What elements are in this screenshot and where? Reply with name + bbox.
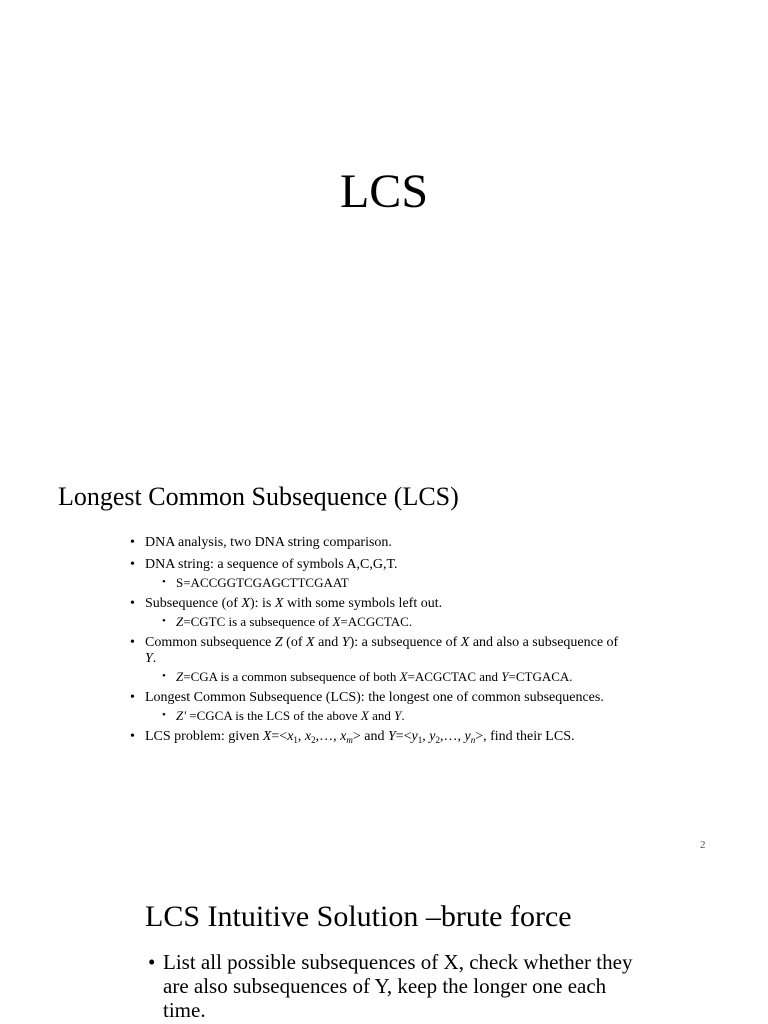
slide-1-title: LCS xyxy=(339,165,429,218)
sub-bullet-subsequence-example: • Z=CGTC is a subsequence of X=ACGCTAC. xyxy=(145,614,630,629)
bullet-dna-analysis: • DNA analysis, two DNA string comparison. xyxy=(130,535,630,551)
sub-bullet-example-string: • S=ACCGGTCGAGCTTCGAAT xyxy=(145,575,630,590)
sub-bullet-list xyxy=(145,669,630,684)
slide-2-bullet-list xyxy=(130,533,630,745)
sub-bullet-list xyxy=(145,614,630,629)
page-number: 2 xyxy=(700,839,706,851)
slide-3-title: LCS Intuitive Solution –brute force xyxy=(145,900,572,933)
bullet-brute-force: • List all possible subsequences of X, check whether they are also subsequences of Y, keep the longer one each time. xyxy=(148,950,638,1022)
sub-bullet-common-example: • Z=CGA is a common subsequence of both X=ACGCTAC and Y=CTGACA. xyxy=(145,669,630,684)
bullet-lcs-problem: • LCS problem: given $X=<x_1$, $x_2,\dots$, $x_m>$ and $Y=<y_1$, $y_2,\dots$, $y_n>$, find their LCS. xyxy=(130,729,630,745)
bullet-common-subsequence: • Common subsequence Z (of X and Y): a subsequence of X and also a subsequence of Y. • Z=CGA is a common subsequence of both X=ACGCTAC and Y=CTGACA. xyxy=(130,635,630,684)
sub-bullet-list xyxy=(145,708,630,723)
sub-bullet-lcs-example: • Z' =CGCA is the LCS of the above X and Y. xyxy=(145,708,630,723)
slide-3-bullet-list xyxy=(148,950,638,1022)
bullet-subsequence: • Subsequence (of X): is X with some symbols left out. • Z=CGTC is a subsequence of X=ACGCTAC. xyxy=(130,596,630,629)
sub-bullet-list xyxy=(145,575,630,590)
slide-2-title: Longest Common Subsequence (LCS) xyxy=(58,482,459,511)
bullet-dna-string: • DNA string: a sequence of symbols A,C,G,T. • S=ACCGGTCGAGCTTCGAAT xyxy=(130,557,630,590)
bullet-lcs-definition: • Longest Common Subsequence (LCS): the longest one of common subsequences. • Z' =CGCA is the LCS of the above X and Y. xyxy=(130,690,630,723)
